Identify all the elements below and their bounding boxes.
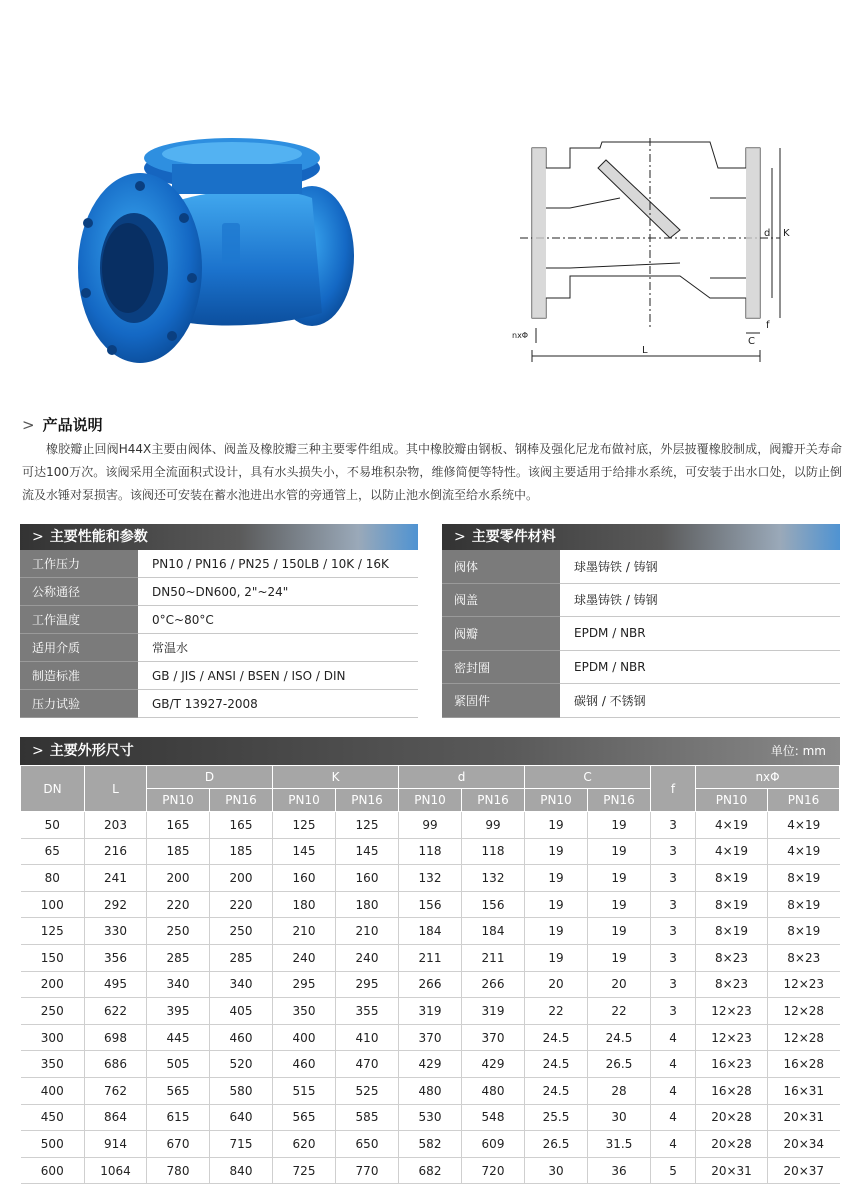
table-cell: 4 [651, 1104, 696, 1131]
description-heading-text: 产品说明 [42, 416, 103, 434]
table-cell: 720 [462, 1157, 525, 1184]
table-cell: 24.5 [588, 1024, 651, 1051]
table-cell: 8×19 [768, 891, 840, 918]
table-row [21, 1131, 840, 1158]
table-cell: 356 [85, 944, 147, 971]
table-cell: 400 [21, 1077, 85, 1104]
table-cell: 686 [85, 1051, 147, 1078]
table-cell: 3 [651, 971, 696, 998]
table-cell: 26.5 [588, 1051, 651, 1078]
table-cell: 650 [336, 1131, 399, 1158]
part-material: 球墨铸铁 / 铸钢 [574, 559, 658, 574]
table-cell: 28 [588, 1077, 651, 1104]
table-cell: 319 [399, 998, 462, 1025]
dim-label-nphi: nxΦ [512, 331, 529, 340]
table-cell: 240 [273, 944, 336, 971]
table-cell: 19 [588, 918, 651, 945]
table-cell: 16×28 [696, 1077, 768, 1104]
table-cell: 220 [147, 891, 210, 918]
table-cell: 762 [85, 1077, 147, 1104]
part-label: 阀瓣 [442, 617, 560, 651]
param-value: PN10 / PN16 / PN25 / 150LB / 10K / 16K [152, 556, 389, 571]
table-cell: 240 [336, 944, 399, 971]
table-row [21, 918, 840, 945]
table-cell: 16×31 [768, 1077, 840, 1104]
table-cell: 285 [210, 944, 273, 971]
col-header-f: f [651, 766, 696, 812]
table-cell: 615 [147, 1104, 210, 1131]
table-cell: 100 [21, 891, 85, 918]
table-cell: 266 [399, 971, 462, 998]
dimension-table [20, 737, 840, 1184]
table-cell: 8×23 [696, 971, 768, 998]
table-row [20, 578, 418, 606]
table-row [442, 617, 840, 651]
materials-table [442, 524, 840, 718]
table-cell: 160 [273, 865, 336, 892]
table-row [21, 998, 840, 1025]
sub-header-pn10: PN10 [147, 789, 210, 812]
table-cell: 640 [210, 1104, 273, 1131]
sub-header-pn16: PN16 [588, 789, 651, 812]
table-cell: 4×19 [768, 812, 840, 839]
table-cell: 470 [336, 1051, 399, 1078]
table-cell: 20×31 [768, 1104, 840, 1131]
table-cell: 12×23 [696, 998, 768, 1025]
sub-header-pn16: PN16 [768, 789, 840, 812]
table-cell: 3 [651, 918, 696, 945]
param-value: GB / JIS / ANSI / BSEN / ISO / DIN [152, 668, 346, 683]
table-cell: 19 [525, 918, 588, 945]
chevron-right-icon: > [454, 529, 466, 545]
table-cell: 24.5 [525, 1051, 588, 1078]
table-cell: 211 [399, 944, 462, 971]
dimension-title-bar [20, 737, 840, 765]
part-material: EPDM / NBR [574, 626, 646, 641]
table-cell: 3 [651, 865, 696, 892]
table-cell: 715 [210, 1131, 273, 1158]
table-cell: 180 [273, 891, 336, 918]
table-cell: 156 [462, 891, 525, 918]
table-cell: 266 [462, 971, 525, 998]
table-cell: 500 [21, 1131, 85, 1158]
table-cell: 370 [462, 1024, 525, 1051]
table-cell: 19 [588, 838, 651, 865]
table-row [21, 1077, 840, 1104]
table-cell: 350 [273, 998, 336, 1025]
table-cell: 295 [336, 971, 399, 998]
part-label: 密封圈 [442, 651, 560, 685]
param-value: 常温水 [152, 641, 189, 655]
table-cell: 99 [399, 812, 462, 839]
table-cell: 319 [462, 998, 525, 1025]
table-cell: 460 [273, 1051, 336, 1078]
table-cell: 4 [651, 1077, 696, 1104]
table-row [21, 1157, 840, 1184]
table-cell: 622 [85, 998, 147, 1025]
table-cell: 515 [273, 1077, 336, 1104]
table-cell: 525 [336, 1077, 399, 1104]
table-cell: 565 [147, 1077, 210, 1104]
table-row [20, 634, 418, 662]
param-label: 工作温度 [20, 606, 138, 634]
table-cell: 150 [21, 944, 85, 971]
sub-header-pn10: PN10 [696, 789, 768, 812]
dim-label-K: K [783, 228, 790, 239]
table-cell: 210 [336, 918, 399, 945]
col-header-l: L [85, 766, 147, 812]
table-cell: 19 [588, 891, 651, 918]
table-cell: 125 [21, 918, 85, 945]
performance-title-bar [20, 524, 418, 550]
table-row [21, 1024, 840, 1051]
table-cell: 20 [525, 971, 588, 998]
table-cell: 250 [21, 998, 85, 1025]
table-row [20, 662, 418, 690]
performance-table [20, 524, 418, 718]
table-cell: 520 [210, 1051, 273, 1078]
table-cell: 36 [588, 1157, 651, 1184]
part-material: 碳钢 / 不锈钢 [574, 694, 646, 709]
table-cell: 3 [651, 998, 696, 1025]
sub-header-pn10: PN10 [525, 789, 588, 812]
table-cell: 3 [651, 838, 696, 865]
table-cell: 410 [336, 1024, 399, 1051]
sub-header-pn16: PN16 [210, 789, 273, 812]
table-cell: 582 [399, 1131, 462, 1158]
table-cell: 395 [147, 998, 210, 1025]
table-cell: 25.5 [525, 1104, 588, 1131]
description-text: 橡胶瓣止回阀H44X主要由阀体、阀盖及橡胶瓣三种主要零件组成。其中橡胶瓣由钢板、钢棒及强化尼龙布做衬底，外层披覆橡胶制成，阀瓣开关寿命可达100万次。该阀采用全流面积式设计，具有水头损失小，不易堆积杂物，维修简便等特性。该阀主要适用于给排水系统，可安装于出水口处，以防止倒流及水锤对泵损害。该阀还可安装在蓄水池进出水管的旁通管上，以防止池水倒流至给水系统中。 [22, 442, 842, 502]
part-label: 阀体 [442, 550, 560, 584]
table-cell: 670 [147, 1131, 210, 1158]
table-cell: 840 [210, 1157, 273, 1184]
sub-header-pn10: PN10 [273, 789, 336, 812]
table-cell: 156 [399, 891, 462, 918]
table-cell: 132 [462, 865, 525, 892]
table-cell: 725 [273, 1157, 336, 1184]
table-cell: 445 [147, 1024, 210, 1051]
part-label: 阀盖 [442, 584, 560, 618]
materials-title: 主要零件材料 [471, 529, 556, 545]
table-row [21, 891, 840, 918]
table-row [442, 584, 840, 618]
table-cell: 19 [525, 812, 588, 839]
table-cell: 185 [147, 838, 210, 865]
table-row [21, 1051, 840, 1078]
chevron-right-icon: > [22, 416, 35, 434]
table-row [21, 944, 840, 971]
table-cell: 203 [85, 812, 147, 839]
table-cell: 200 [21, 971, 85, 998]
table-cell: 3 [651, 812, 696, 839]
table-cell: 400 [273, 1024, 336, 1051]
table-cell: 5 [651, 1157, 696, 1184]
table-cell: 355 [336, 998, 399, 1025]
technical-drawing [510, 128, 800, 368]
table-row [442, 684, 840, 718]
table-cell: 600 [21, 1157, 85, 1184]
table-cell: 480 [462, 1077, 525, 1104]
table-row [20, 550, 418, 578]
table-cell: 19 [525, 838, 588, 865]
table-cell: 450 [21, 1104, 85, 1131]
dimension-title: 主要外形尺寸 [49, 743, 134, 759]
table-cell: 429 [462, 1051, 525, 1078]
param-value: GB/T 13927-2008 [152, 696, 258, 711]
table-cell: 8×23 [696, 944, 768, 971]
col-header-K: K [273, 766, 399, 789]
table-cell: 19 [588, 812, 651, 839]
table-row [20, 690, 418, 718]
table-cell: 12×23 [696, 1024, 768, 1051]
table-cell: 165 [210, 812, 273, 839]
table-cell: 20×28 [696, 1104, 768, 1131]
table-cell: 118 [399, 838, 462, 865]
part-material: EPDM / NBR [574, 660, 646, 675]
dim-label-d: d [764, 228, 771, 239]
table-cell: 8×23 [768, 944, 840, 971]
table-cell: 160 [336, 865, 399, 892]
table-cell: 250 [147, 918, 210, 945]
table-cell: 16×23 [696, 1051, 768, 1078]
table-cell: 4 [651, 1131, 696, 1158]
table-cell: 864 [85, 1104, 147, 1131]
table-cell: 495 [85, 971, 147, 998]
table-cell: 292 [85, 891, 147, 918]
materials-title-bar [442, 524, 840, 550]
param-label: 制造标准 [20, 662, 138, 690]
table-cell: 620 [273, 1131, 336, 1158]
table-cell: 480 [399, 1077, 462, 1104]
table-cell: 8×19 [768, 865, 840, 892]
table-cell: 19 [588, 865, 651, 892]
part-label: 紧固件 [442, 684, 560, 718]
table-cell: 370 [399, 1024, 462, 1051]
table-cell: 19 [525, 891, 588, 918]
performance-title: 主要性能和参数 [49, 529, 148, 545]
table-cell: 185 [210, 838, 273, 865]
valve-product-photo [72, 128, 362, 368]
col-header-C: C [525, 766, 651, 789]
dim-label-L: L [642, 345, 648, 356]
dim-label-f: f [766, 320, 770, 331]
sub-header-pn16: PN16 [462, 789, 525, 812]
param-label: 公称通径 [20, 578, 138, 606]
table-cell: 145 [336, 838, 399, 865]
table-cell: 211 [462, 944, 525, 971]
table-cell: 300 [21, 1024, 85, 1051]
table-row [21, 971, 840, 998]
table-cell: 609 [462, 1131, 525, 1158]
table-cell: 24.5 [525, 1024, 588, 1051]
table-cell: 20×31 [696, 1157, 768, 1184]
table-row [21, 1104, 840, 1131]
table-cell: 295 [273, 971, 336, 998]
part-material: 球墨铸铁 / 铸钢 [574, 593, 658, 608]
table-cell: 8×19 [696, 865, 768, 892]
table-cell: 145 [273, 838, 336, 865]
table-cell: 780 [147, 1157, 210, 1184]
description-heading [22, 414, 103, 435]
table-cell: 184 [462, 918, 525, 945]
table-cell: 200 [147, 865, 210, 892]
sub-header-pn10: PN10 [399, 789, 462, 812]
sub-header-pn16: PN16 [336, 789, 399, 812]
table-cell: 3 [651, 891, 696, 918]
table-cell: 125 [336, 812, 399, 839]
table-cell: 30 [525, 1157, 588, 1184]
table-cell: 26.5 [525, 1131, 588, 1158]
dim-label-C: C [748, 336, 755, 347]
table-cell: 22 [525, 998, 588, 1025]
table-row [442, 550, 840, 584]
table-cell: 585 [336, 1104, 399, 1131]
table-cell: 12×23 [768, 971, 840, 998]
table-cell: 118 [462, 838, 525, 865]
table-cell: 12×28 [768, 1024, 840, 1051]
table-row [21, 865, 840, 892]
table-cell: 31.5 [588, 1131, 651, 1158]
table-cell: 1064 [85, 1157, 147, 1184]
dimension-grid [20, 765, 840, 1184]
table-cell: 132 [399, 865, 462, 892]
table-cell: 8×19 [696, 891, 768, 918]
table-cell: 19 [525, 865, 588, 892]
table-cell: 65 [21, 838, 85, 865]
param-value: DN50~DN600, 2"~24" [152, 584, 289, 599]
col-header-nphi: nxΦ [696, 766, 840, 789]
table-cell: 530 [399, 1104, 462, 1131]
table-cell: 80 [21, 865, 85, 892]
chevron-right-icon: > [32, 529, 44, 545]
table-row [442, 651, 840, 685]
param-label: 压力试验 [20, 690, 138, 718]
table-row [20, 606, 418, 634]
table-cell: 4×19 [696, 812, 768, 839]
table-cell: 4×19 [696, 838, 768, 865]
table-cell: 20×37 [768, 1157, 840, 1184]
table-cell: 30 [588, 1104, 651, 1131]
table-cell: 20 [588, 971, 651, 998]
table-cell: 405 [210, 998, 273, 1025]
table-cell: 914 [85, 1131, 147, 1158]
table-cell: 565 [273, 1104, 336, 1131]
param-label: 适用介质 [20, 634, 138, 662]
table-cell: 50 [21, 812, 85, 839]
col-header-d: d [399, 766, 525, 789]
table-cell: 180 [336, 891, 399, 918]
table-cell: 3 [651, 944, 696, 971]
table-cell: 8×19 [696, 918, 768, 945]
col-header-D: D [147, 766, 273, 789]
table-cell: 548 [462, 1104, 525, 1131]
table-cell: 340 [147, 971, 210, 998]
table-cell: 216 [85, 838, 147, 865]
chevron-right-icon: > [32, 743, 44, 759]
table-cell: 200 [210, 865, 273, 892]
table-cell: 20×28 [696, 1131, 768, 1158]
table-row [21, 838, 840, 865]
table-cell: 220 [210, 891, 273, 918]
table-cell: 22 [588, 998, 651, 1025]
table-cell: 19 [588, 944, 651, 971]
table-cell: 184 [399, 918, 462, 945]
table-cell: 429 [399, 1051, 462, 1078]
table-row [21, 812, 840, 839]
table-cell: 505 [147, 1051, 210, 1078]
param-value: 0°C~80°C [152, 612, 214, 627]
table-cell: 210 [273, 918, 336, 945]
table-cell: 460 [210, 1024, 273, 1051]
col-header-dn: DN [21, 766, 85, 812]
table-cell: 20×34 [768, 1131, 840, 1158]
param-label: 工作压力 [20, 550, 138, 578]
table-cell: 165 [147, 812, 210, 839]
table-cell: 4 [651, 1051, 696, 1078]
table-cell: 16×28 [768, 1051, 840, 1078]
table-cell: 250 [210, 918, 273, 945]
table-cell: 12×28 [768, 998, 840, 1025]
table-cell: 340 [210, 971, 273, 998]
table-cell: 8×19 [768, 918, 840, 945]
table-cell: 285 [147, 944, 210, 971]
table-cell: 4 [651, 1024, 696, 1051]
dimension-body [21, 812, 840, 1184]
table-cell: 698 [85, 1024, 147, 1051]
table-cell: 24.5 [525, 1077, 588, 1104]
table-cell: 125 [273, 812, 336, 839]
table-cell: 19 [525, 944, 588, 971]
table-cell: 4×19 [768, 838, 840, 865]
table-cell: 682 [399, 1157, 462, 1184]
table-cell: 350 [21, 1051, 85, 1078]
table-cell: 770 [336, 1157, 399, 1184]
table-cell: 580 [210, 1077, 273, 1104]
table-cell: 241 [85, 865, 147, 892]
table-cell: 330 [85, 918, 147, 945]
table-cell: 99 [462, 812, 525, 839]
unit-label: 单位: mm [770, 744, 826, 758]
